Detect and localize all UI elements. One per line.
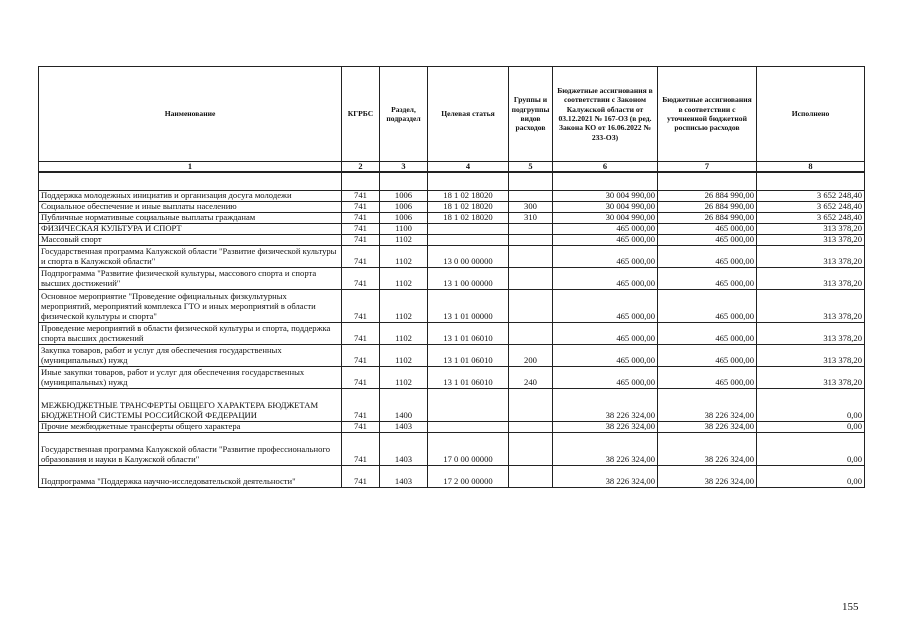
table-cell <box>658 172 757 190</box>
table-cell: 465 000,00 <box>658 234 757 245</box>
budget-table <box>38 66 865 488</box>
row-name-cell: Основное мероприятие "Проведение официальных физкультурных мероприятий, мероприятий комплекса ГТО и иных мероприятий в области физической культуры и спорта" <box>39 289 342 322</box>
table-cell: 38 226 324,00 <box>553 432 658 465</box>
table-cell: 741 <box>342 432 380 465</box>
table-cell: 38 226 324,00 <box>553 465 658 487</box>
table-row <box>39 432 865 465</box>
table-row <box>39 212 865 223</box>
table-cell: 1102 <box>380 289 428 322</box>
column-number-row <box>39 162 865 173</box>
table-cell: 0,00 <box>757 388 865 421</box>
row-name-cell: Подпрограмма "Поддержка научно-исследовательской деятельности" <box>39 465 342 487</box>
row-name-cell: ФИЗИЧЕСКАЯ КУЛЬТУРА И СПОРТ <box>39 223 342 234</box>
table-cell: 200 <box>509 344 553 366</box>
table-cell: 465 000,00 <box>553 322 658 344</box>
column-number: 3 <box>380 162 428 173</box>
table-cell: 1006 <box>380 212 428 223</box>
table-cell: 1102 <box>380 234 428 245</box>
table-cell: 13 1 01 00000 <box>428 289 509 322</box>
table-cell <box>342 172 380 190</box>
table-cell <box>428 421 509 432</box>
table-cell: 38 226 324,00 <box>658 388 757 421</box>
table-cell: 26 884 990,00 <box>658 190 757 201</box>
table-cell: 1102 <box>380 267 428 289</box>
table-cell: 741 <box>342 289 380 322</box>
table-cell: 1403 <box>380 465 428 487</box>
table-cell: 465 000,00 <box>553 289 658 322</box>
table-row <box>39 190 865 201</box>
table-cell: 313 378,20 <box>757 289 865 322</box>
table-cell: 1100 <box>380 223 428 234</box>
table-row <box>39 289 865 322</box>
column-header: Исполнено <box>757 67 865 162</box>
table-row <box>39 201 865 212</box>
table-cell: 313 378,20 <box>757 234 865 245</box>
table-cell: 741 <box>342 267 380 289</box>
table-cell <box>509 289 553 322</box>
table-cell: 741 <box>342 190 380 201</box>
table-cell: 1102 <box>380 366 428 388</box>
table-cell: 38 226 324,00 <box>658 465 757 487</box>
table-cell <box>553 172 658 190</box>
table-cell: 313 378,20 <box>757 223 865 234</box>
table-cell: 313 378,20 <box>757 322 865 344</box>
table-cell: 465 000,00 <box>553 366 658 388</box>
column-header: Бюджетные ассигнования в соответствии с Законом Калужской области от 03.12.2021 № 167-ОЗ (в ред. Закона КО от 16.06.2022 № 233-ОЗ) <box>553 67 658 162</box>
column-number: 2 <box>342 162 380 173</box>
table-cell: 38 226 324,00 <box>658 432 757 465</box>
table-cell <box>428 234 509 245</box>
table-row <box>39 366 865 388</box>
column-number: 6 <box>553 162 658 173</box>
column-number: 7 <box>658 162 757 173</box>
table-cell: 313 378,20 <box>757 366 865 388</box>
column-number: 8 <box>757 162 865 173</box>
table-cell: 465 000,00 <box>553 267 658 289</box>
table-cell <box>509 432 553 465</box>
table-cell: 38 226 324,00 <box>553 388 658 421</box>
header-row <box>39 67 865 162</box>
table-cell: 313 378,20 <box>757 245 865 267</box>
column-header: КГРБС <box>342 67 380 162</box>
table-cell: 741 <box>342 245 380 267</box>
table-cell <box>428 388 509 421</box>
table-cell: 1102 <box>380 322 428 344</box>
table-cell: 1102 <box>380 245 428 267</box>
table-body <box>39 172 865 487</box>
table-cell: 465 000,00 <box>553 223 658 234</box>
table-cell: 741 <box>342 212 380 223</box>
table-cell <box>428 223 509 234</box>
table-row <box>39 172 865 190</box>
table-cell <box>509 322 553 344</box>
table-cell: 38 226 324,00 <box>658 421 757 432</box>
table-cell: 30 004 990,00 <box>553 190 658 201</box>
table-cell: 741 <box>342 421 380 432</box>
table-cell: 741 <box>342 344 380 366</box>
table-cell: 17 0 00 00000 <box>428 432 509 465</box>
table-cell <box>380 172 428 190</box>
table-cell: 3 652 248,40 <box>757 190 865 201</box>
row-name-cell: Государственная программа Калужской области "Развитие физической культуры и спорта в Калужской области" <box>39 245 342 267</box>
row-name-cell <box>39 172 342 190</box>
table-row <box>39 223 865 234</box>
table-cell: 741 <box>342 223 380 234</box>
table-row <box>39 465 865 487</box>
row-name-cell: Закупка товаров, работ и услуг для обеспечения государственных (муниципальных) нужд <box>39 344 342 366</box>
table-cell: 1400 <box>380 388 428 421</box>
table-row <box>39 388 865 421</box>
row-name-cell: Социальное обеспечение и иные выплаты населению <box>39 201 342 212</box>
table-cell: 38 226 324,00 <box>553 421 658 432</box>
table-cell: 13 0 00 00000 <box>428 245 509 267</box>
table-cell: 1403 <box>380 432 428 465</box>
table-row <box>39 344 865 366</box>
row-name-cell: Публичные нормативные социальные выплаты гражданам <box>39 212 342 223</box>
table-cell: 1403 <box>380 421 428 432</box>
table-cell: 18 1 02 18020 <box>428 190 509 201</box>
table-cell: 26 884 990,00 <box>658 212 757 223</box>
table-cell: 313 378,20 <box>757 267 865 289</box>
table-cell: 465 000,00 <box>658 322 757 344</box>
table-cell: 465 000,00 <box>553 234 658 245</box>
row-name-cell: МЕЖБЮДЖЕТНЫЕ ТРАНСФЕРТЫ ОБЩЕГО ХАРАКТЕРА БЮДЖЕТАМ БЮДЖЕТНОЙ СИСТЕМЫ РОССИЙСКОЙ ФЕДЕРАЦИИ <box>39 388 342 421</box>
table-cell: 13 1 01 06010 <box>428 366 509 388</box>
table-cell: 741 <box>342 366 380 388</box>
table-cell: 465 000,00 <box>658 366 757 388</box>
table-cell: 13 1 01 06010 <box>428 322 509 344</box>
table-cell: 465 000,00 <box>553 245 658 267</box>
table-cell <box>509 223 553 234</box>
table-cell: 741 <box>342 465 380 487</box>
column-header: Наименование <box>39 67 342 162</box>
table-cell: 741 <box>342 234 380 245</box>
table-cell: 741 <box>342 201 380 212</box>
row-name-cell: Массовый спорт <box>39 234 342 245</box>
table-cell <box>509 465 553 487</box>
table-cell <box>509 190 553 201</box>
page-number: 155 <box>842 601 859 613</box>
table-cell: 13 1 01 06010 <box>428 344 509 366</box>
table-cell: 30 004 990,00 <box>553 212 658 223</box>
table-row <box>39 421 865 432</box>
row-name-cell: Поддержка молодежных инициатив и организация досуга молодежи <box>39 190 342 201</box>
column-number: 1 <box>39 162 342 173</box>
table-cell: 18 1 02 18020 <box>428 201 509 212</box>
table-cell: 3 652 248,40 <box>757 212 865 223</box>
column-header: Группы и подгруппы видов расходов <box>509 67 553 162</box>
column-number: 4 <box>428 162 509 173</box>
table-cell: 465 000,00 <box>658 245 757 267</box>
column-header: Бюджетные ассигнования в соответствии с уточненной бюджетной росписью расходов <box>658 67 757 162</box>
table-cell <box>509 245 553 267</box>
table-cell: 741 <box>342 388 380 421</box>
row-name-cell: Проведение мероприятий в области физической культуры и спорта, поддержка спорта высших достижений <box>39 322 342 344</box>
table-cell: 300 <box>509 201 553 212</box>
table-cell: 1102 <box>380 344 428 366</box>
table-cell: 465 000,00 <box>658 267 757 289</box>
table-cell <box>509 421 553 432</box>
table-row <box>39 322 865 344</box>
table-cell: 465 000,00 <box>658 223 757 234</box>
table-cell <box>509 388 553 421</box>
table-cell: 18 1 02 18020 <box>428 212 509 223</box>
table-cell <box>757 172 865 190</box>
table-cell: 240 <box>509 366 553 388</box>
table-cell: 0,00 <box>757 421 865 432</box>
table-cell: 310 <box>509 212 553 223</box>
row-name-cell: Прочие межбюджетные трансферты общего характера <box>39 421 342 432</box>
column-number: 5 <box>509 162 553 173</box>
table-cell: 1006 <box>380 190 428 201</box>
table-cell: 313 378,20 <box>757 344 865 366</box>
table-cell <box>509 172 553 190</box>
column-header: Целевая статья <box>428 67 509 162</box>
table-cell <box>428 172 509 190</box>
row-name-cell: Государственная программа Калужской области "Развитие профессионального образования и науки в Калужской области" <box>39 432 342 465</box>
table-cell: 0,00 <box>757 465 865 487</box>
table-cell <box>509 234 553 245</box>
table-cell: 1006 <box>380 201 428 212</box>
row-name-cell: Подпрограмма "Развитие физической культуры, массового спорта и спорта высших достижений" <box>39 267 342 289</box>
table-cell: 30 004 990,00 <box>553 201 658 212</box>
table-cell: 741 <box>342 322 380 344</box>
row-name-cell: Иные закупки товаров, работ и услуг для обеспечения государственных (муниципальных) нужд <box>39 366 342 388</box>
table-cell: 17 2 00 00000 <box>428 465 509 487</box>
column-header: Раздел, подраздел <box>380 67 428 162</box>
table-cell: 465 000,00 <box>658 289 757 322</box>
table-cell: 26 884 990,00 <box>658 201 757 212</box>
table-cell: 0,00 <box>757 432 865 465</box>
table-cell: 465 000,00 <box>658 344 757 366</box>
table-cell: 465 000,00 <box>553 344 658 366</box>
table-cell <box>509 267 553 289</box>
table-cell: 3 652 248,40 <box>757 201 865 212</box>
table-row <box>39 267 865 289</box>
table-cell: 13 1 00 00000 <box>428 267 509 289</box>
table-row <box>39 245 865 267</box>
table-row <box>39 234 865 245</box>
